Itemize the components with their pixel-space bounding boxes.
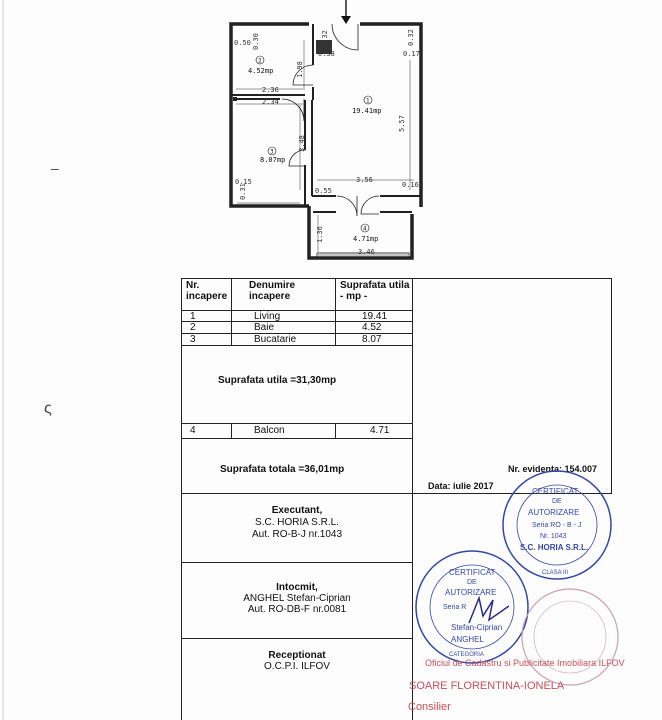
table-line <box>181 638 412 639</box>
useful-total: Suprafata utila =31,30mp <box>218 375 337 386</box>
margin-tick: – <box>51 160 59 176</box>
svg-text:CLASA III: CLASA III <box>542 570 569 576</box>
svg-text:AUTORIZARE: AUTORIZARE <box>528 508 580 517</box>
executant-title: Executant, <box>271 505 323 516</box>
row-area: 8.07 <box>362 334 382 345</box>
dim-text: 0.15 <box>235 178 252 186</box>
svg-text:Seria R: Seria R <box>443 604 467 611</box>
dim-text: 1.98 <box>296 61 304 78</box>
svg-text:Seria RO - B - J: Seria RO - B - J <box>532 522 582 529</box>
row-name: Bucatarie <box>254 334 297 345</box>
row-area: 4.52 <box>362 322 382 333</box>
table-line <box>181 345 412 346</box>
room-label-bucatarie <box>260 147 285 164</box>
wall-block <box>233 97 237 101</box>
svg-text:S.C. HORIA S.R.L.: S.C. HORIA S.R.L. <box>520 543 589 552</box>
dim-text: 0.30 <box>252 33 260 50</box>
balcony-name: Balcon <box>254 425 285 436</box>
table-line <box>335 423 336 438</box>
executant-company: S.C. HORIA S.R.L. <box>255 517 339 528</box>
stamp-certificat-anghel <box>413 548 531 666</box>
table-line <box>231 423 232 438</box>
dim-text: 3.48 <box>298 135 306 152</box>
document-date: Data: iulie 2017 <box>428 481 494 491</box>
dim-text: 0.32 <box>321 30 329 47</box>
table-line <box>231 278 232 345</box>
intocmit-aut: Aut. RO-DB-F nr.0081 <box>247 604 347 615</box>
margin-hook: ς <box>44 400 52 417</box>
table-line <box>181 562 412 563</box>
svg-text:DE: DE <box>552 498 562 505</box>
svg-text:4.71mp: 4.71mp <box>353 235 379 243</box>
row-area: 19.41 <box>362 311 388 322</box>
header-name: Denumire incapere <box>249 280 296 302</box>
intocmit-title: Intocmit, <box>276 582 318 593</box>
dim-text: 0.16 <box>402 181 419 189</box>
ocpi-counselor-role: Consilier <box>408 701 451 713</box>
header-nr: Nr. incapere <box>186 280 228 302</box>
ocpi-counselor-name: SOARE FLORENTINA-IONELA <box>409 680 565 692</box>
table-line <box>181 278 612 279</box>
svg-text:3: 3 <box>270 148 274 156</box>
receptionat-title: Receptionat <box>268 650 326 661</box>
header-area: Suprafata utila - mp - <box>340 280 410 302</box>
svg-text:ANGHEL: ANGHEL <box>451 635 484 644</box>
table-line <box>181 278 182 720</box>
svg-text:Nr. 1043: Nr. 1043 <box>540 533 567 540</box>
room-label-balcon <box>353 224 378 243</box>
svg-text:CATEGORIA: CATEGORIA <box>449 652 484 658</box>
intocmit-name: ANGHEL Stefan-Ciprian <box>243 593 351 604</box>
room-label-baie <box>248 56 273 75</box>
table-line <box>335 278 336 345</box>
dim-text: 2.34 <box>262 98 279 106</box>
balcony-nr: 4 <box>190 425 196 436</box>
dim-text: 3.56 <box>356 176 373 184</box>
balcony-area: 4.71 <box>370 425 390 436</box>
svg-text:AUTORIZARE: AUTORIZARE <box>445 588 497 597</box>
svg-text:19.41mp: 19.41mp <box>352 107 382 115</box>
svg-text:CERTIFICAT: CERTIFICAT <box>449 568 496 577</box>
room-label-living <box>352 96 382 115</box>
svg-text:4.52mp: 4.52mp <box>248 67 274 75</box>
svg-text:8.07mp: 8.07mp <box>260 156 286 164</box>
signature-mark <box>469 598 509 623</box>
dim-text: 0.50 <box>234 39 251 47</box>
dim-text: 0.38 <box>318 50 335 58</box>
svg-text:1: 1 <box>366 97 370 105</box>
receptionat-office: O.C.P.I. ILFOV <box>264 661 330 672</box>
dim-text: 0.32 <box>407 29 415 46</box>
dim-text: 5.57 <box>398 115 406 132</box>
svg-text:CERTIFICAT: CERTIFICAT <box>532 487 579 496</box>
dim-text: 1.36 <box>316 226 324 243</box>
row-nr: 2 <box>190 322 196 333</box>
floor-plan <box>0 0 662 280</box>
row-name: Living <box>254 311 281 322</box>
table-line <box>181 438 412 439</box>
executant-aut: Aut. RO-B-J nr.1043 <box>251 529 343 540</box>
evidenta-number: Nr. evidenta: 154.007 <box>508 464 598 474</box>
svg-text:4: 4 <box>363 225 367 233</box>
dim-text: 0.31 <box>239 183 247 200</box>
svg-text:DE: DE <box>467 579 477 586</box>
row-nr: 1 <box>190 311 196 322</box>
dim-text: 0.55 <box>315 187 332 195</box>
dim-text: 0.17 <box>403 50 420 58</box>
ocpi-office-name: Oficiul de Cadastru si Publicitate Imobiliara ILFOV <box>425 658 625 668</box>
dim-text: 3.46 <box>358 248 375 256</box>
row-name: Baie <box>254 322 275 333</box>
table-line <box>181 423 412 424</box>
entry-arrow-head <box>341 16 351 24</box>
svg-text:2: 2 <box>258 57 262 65</box>
dim-text: 2.36 <box>262 86 279 94</box>
row-nr: 3 <box>190 334 196 345</box>
stamp-ocpi-circle <box>520 582 620 692</box>
svg-text:Stefan-Ciprian: Stefan-Ciprian <box>451 623 503 632</box>
table-line <box>611 278 612 494</box>
grand-total: Suprafata totala =36,01mp <box>220 464 345 475</box>
